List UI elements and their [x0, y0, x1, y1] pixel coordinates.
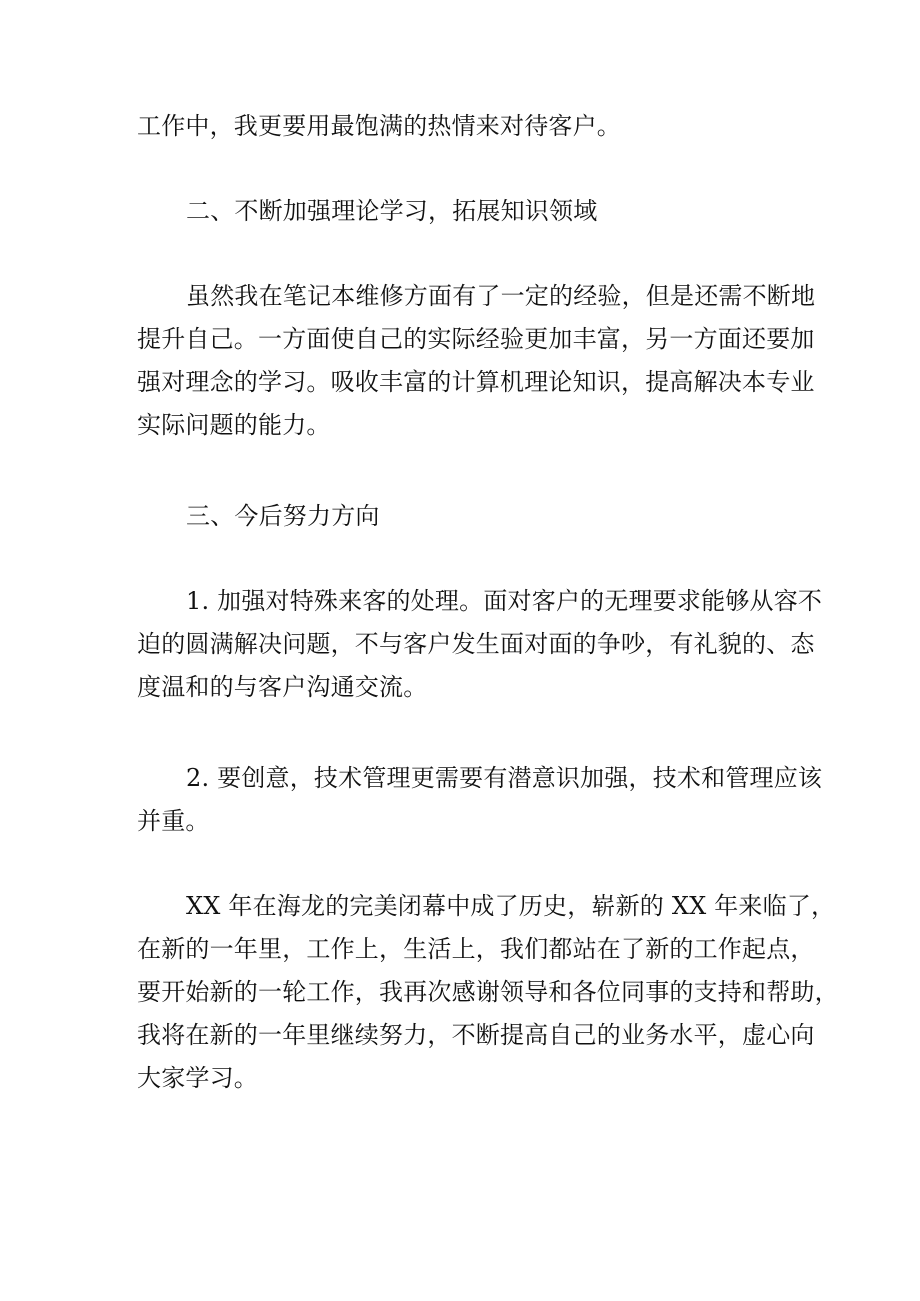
- paragraph-line: 实际问题的能力。: [137, 411, 331, 439]
- paragraph-line: 虽然我在笔记本维修方面有了一定的经验，但是还需不断地: [186, 282, 816, 310]
- paragraph-line: 工作中，我更要用最饱满的热情来对待客户。: [137, 112, 621, 140]
- paragraph-line: 我将在新的一年里继续努力，不断提高自己的业务水平，虚心向: [137, 1021, 815, 1049]
- paragraph-line: XX 年在海龙的完美闭幕中成了历史，崭新的 XX 年来临了，: [186, 892, 836, 920]
- section-heading-3: 三、今后努力方向: [186, 502, 380, 530]
- paragraph-line: 在新的一年里，工作上，生活上，我们都站在了新的工作起点，: [137, 935, 815, 963]
- list-item-line: 度温和的与客户沟通交流。: [137, 673, 428, 701]
- list-item-line: 2. 要创意，技术管理更需要有潜意识加强，技术和管理应该: [186, 764, 823, 792]
- list-item-line: 并重。: [137, 807, 210, 835]
- list-item-line: 迫的圆满解决问题，不与客户发生面对面的争吵，有礼貌的、态: [137, 630, 815, 658]
- paragraph-line: 提升自己。一方面使自己的实际经验更加丰富，另一方面还要加: [137, 325, 815, 353]
- paragraph-line: 大家学习。: [137, 1064, 258, 1092]
- list-item-line: 1. 加强对特殊来客的处理。面对客户的无理要求能够从容不: [186, 587, 823, 615]
- paragraph-line: 强对理念的学习。吸收丰富的计算机理论知识，提高解决本专业: [137, 368, 815, 396]
- section-heading-2: 二、不断加强理论学习，拓展知识领域: [186, 197, 598, 225]
- paragraph-line: 要开始新的一轮工作，我再次感谢领导和各位同事的支持和帮助，: [137, 978, 839, 1006]
